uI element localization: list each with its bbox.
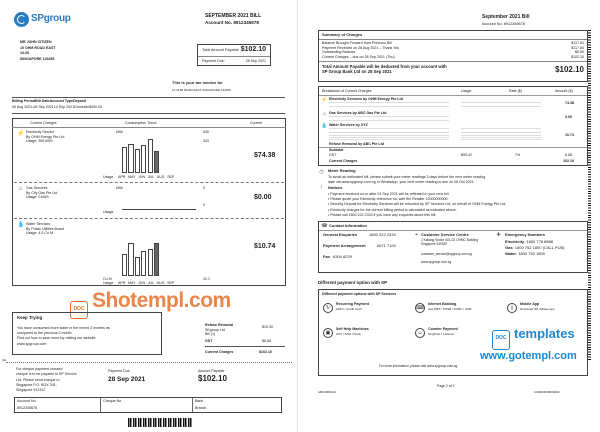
internet-banking-icon: ⌨ [416, 305, 424, 311]
tax-address: 10 OHM ROAD EAST SINGAPORE 123456 [172, 88, 231, 92]
summary-rows: Balance Brought Forward from Previous Bill $117.84 Payment Received on 28 Aug 2021 – Thank You $117.84 Outstanding Balance $0.00 Current Charges – due on 28 Sep 2021 (Thu) $102.10 [322, 41, 584, 59]
customer-address [20, 40, 56, 62]
footer-left: ABC0908120 [318, 390, 336, 394]
notices-list: • Payment received on or after 01 Sep 2021 will be reflected in your next bill. • Please quote your Electricity reference no. with the Retailer 12000000000. • Security Deposit for Electricity Services will be refunded by SP Services Ltd, on behalf of OHM Energy Pte Ltd. • Electricity charges for the current billing period is calculated as indicated above. • Please call 1800 222 2333 if you have any enquiries about this bill. [328, 192, 507, 217]
gst-label: GST [205, 339, 213, 343]
current-charges-header: Current Charges [30, 121, 57, 125]
trend-bar-sep [154, 243, 159, 276]
gas-unit: kWh [116, 186, 124, 190]
p2-gas-icon: ♨ [322, 111, 327, 117]
bill-page-2 [302, 0, 600, 432]
trend-bar-aug [148, 249, 153, 276]
doc-watermark-icon-2: DOC [492, 330, 510, 350]
trend-bar-aug [148, 139, 153, 173]
gas-top: 0 [203, 186, 205, 190]
trend-bar-apr [122, 147, 127, 173]
slip-amount: $102.10 [198, 374, 227, 383]
p2-bill-title: September 2021 Bill [482, 14, 530, 20]
refuse-sub: SEgroup Ltd [205, 328, 225, 332]
month-label: APR [118, 175, 126, 179]
refuse-value: $10.30 [262, 325, 273, 329]
options-title: Different payment option with SP [318, 280, 388, 285]
month-label: JUL [147, 281, 155, 285]
month-label: AUG [156, 175, 165, 179]
payment-options-box: Different payment options with SP Services ↻ Recurring Payment GIRO / Credit Card ⌨ Internet Banking Use DBS / POSB / OCBC / UOB ▯ Mobile App Download SP Utilities app ▣ Self Help Machines AXS / SAM / Kiosk ☺ Counter Payment SingPost / 7-Eleven For more information, please visit www.spgroup.com.sg [318, 289, 588, 376]
electricity-info: Electricity Service By OHM Energy Pte Ltd Usage: 359 kWh [26, 130, 65, 144]
water-unit: Cu M [103, 277, 112, 281]
centre-email[interactable]: customer_service@spgroup.com.sg [421, 252, 472, 256]
sp-group-logo [14, 12, 71, 27]
elec-current: 343 [203, 139, 209, 143]
gas-usage-label: Usage [103, 210, 114, 214]
gst-value: $6.68 [262, 339, 271, 343]
p2-current-amount: 102.10 [563, 159, 574, 163]
recurring-payment-icon: ↻ [323, 303, 333, 313]
period-headers: Billing Period Bill Date Account Type Deposit [12, 99, 87, 103]
month-label: MAY [127, 281, 136, 285]
month-label: SEP [167, 175, 175, 179]
elec-months [118, 175, 174, 180]
elec-amount: $74.38 [254, 152, 276, 159]
elec-unit: kWh [116, 130, 124, 134]
cheque-instructions: For cheque payment crossed cheque is to be payable to SP Service Ltd. Please send cheque to Singapore P.O. BOX 341, Singapore 912312 [16, 367, 77, 393]
counter-payment-icon: ☺ [415, 328, 425, 338]
water-current: 12.1 [203, 277, 210, 281]
bill-page-1 [0, 0, 298, 432]
trend-bar-jun [135, 257, 140, 276]
slip-barcode [128, 418, 192, 427]
p2-electricity-icon: ⚡ [321, 97, 328, 103]
month-label: APR [118, 281, 126, 285]
p2-water-icon: 💧 [321, 123, 328, 129]
payment-due-label: Payment Due: [202, 59, 225, 63]
contact-box: Contact Information ☎ General Enquiries 1800 222 2333 Payment Arrangement 6671 7100 Fax 6304 8229 ⌖ Customer Service Centre 2 Kallang Sector #01-02 OHMC Building Singapore 349329 customer_service@spgroup.com.sg www.spgroup.com.sg ✚ Emergency Numbers Electricity: 1800 778 8888 Gas: 1800 752 1800 (CALL PUB) Water: 1800 752 1800 [318, 221, 588, 273]
slip-table: Account No 8912345678 Cheque No Bank Branch [14, 397, 282, 413]
refuse-sub2: Bill (1) [205, 332, 216, 336]
p2-elec-amount: 74.38 [565, 101, 574, 105]
bill-title: SEPTEMBER 2021 BILL [205, 13, 262, 19]
templates-watermark: templates [514, 326, 575, 341]
p2-water-amount: 10.74 [565, 133, 574, 137]
month-label: MAY [127, 175, 136, 179]
summary-box: Summary of Charges Balance Brought Forward from Previous Bill $117.84 Payment Received on 28 Aug 2021 – Thank You $117.84 Outstanding Balance $0.00 Current Charges – due on 28 Sep 2021 (Thu) $102.10 Total Amount Payable will be deducted from your account with SP Group Bank Ltd on 28 Sep 2021 $102.10 [318, 30, 588, 82]
trend-bar-may [128, 243, 133, 276]
meter-text: To avoid an estimated bill, please submit your meter readings 3 days before the next meter reading date via www.spgroup.com.sg or WhatsApp, your next meter reading is due on 06 Oct 2021. [328, 175, 486, 184]
water-months [118, 281, 174, 286]
elec-usage-label: Usage [103, 175, 114, 179]
contact-icon: ☎ [321, 223, 328, 229]
gas-amount: $0.00 [254, 194, 272, 201]
current-charges-label: Current Charges [205, 350, 234, 354]
scissors-icon: ✂ [2, 358, 7, 364]
account-no-label: Account No. [205, 20, 233, 25]
elec-detail-lines [329, 102, 449, 109]
notice-icon: ! [320, 185, 323, 191]
customer-addr1: 10 OHM ROAD EAST [20, 45, 56, 50]
deduct-amount: $102.10 [555, 65, 584, 74]
refuse-title: Refuse Removal [205, 323, 233, 327]
total-payable-box [197, 44, 271, 66]
account-no: 8912345678 [233, 20, 259, 25]
options-footer: For more information, please visit www.spgroup.com.sg [379, 364, 458, 368]
notices-title: Notices [328, 185, 343, 190]
customer-name: MR JOHN CITIZEN [20, 40, 52, 44]
deduct-text: Total Amount Payable will be deducted from your account with SP Group Bank Ltd on 28 Sep 2021 [322, 64, 447, 75]
side-barcode [588, 30, 591, 360]
current-header: Current [250, 121, 262, 125]
trend-bar-jun [135, 149, 140, 173]
self-help-machine-icon: ▣ [323, 328, 333, 338]
footer-right: C00000000000000 [534, 390, 560, 394]
total-label: Total Amount Payable [202, 48, 239, 52]
slip-account-no: 8912345678 [17, 406, 37, 410]
breakdown-box: Breakdown of Current Charges Usage Rate ($) Amount ($) ⚡ Electricity Services by OHM Energy Pte Ltd 74.38 ♨ Gas Services by ABC Gas Pte Ltd 0.00 💧 Water Services by XYZ 10.74 Refuse Removal by ABC Pte Ltd Subtotal GST $95.42 7% 6.68 Current Charges 102.10 [318, 86, 588, 166]
current-charges-value: $102.10 [259, 350, 272, 354]
month-label: SEP [167, 281, 175, 285]
centre-web[interactable]: www.spgroup.com.sg [421, 260, 452, 264]
meter-icon: ◷ [319, 169, 324, 175]
mobile-app-icon: ▯ [507, 303, 517, 313]
slip-due: 28 Sep 2021 [108, 376, 146, 383]
tax-invoice-title: This is your tax invoice for [172, 80, 223, 85]
doc-watermark-icon: DOC [70, 301, 88, 319]
slip-amount-label: Amount Payable [198, 369, 225, 373]
month-label: AUG [156, 281, 165, 285]
gas-current: 0 [203, 203, 205, 207]
shotempl-watermark: Shotempl.com [92, 289, 231, 312]
payment-due: 28 Sep 2021 [245, 59, 266, 63]
elec-top: 540 [203, 130, 209, 134]
trend-bar-sep [154, 151, 159, 173]
customer-addr3: SINGAPORE 123456 [20, 56, 55, 61]
gas-info: Gas Services By City Gas Pte Ltd Usage: 0 kWh [26, 186, 58, 200]
keep-trying-box: Keep Trying You have consumed more water in the recent 2 months as compared to the previous 2 month. Find out how to save more by visiting our website www.spgroup.com [12, 312, 162, 355]
trend-bar-may [128, 144, 133, 173]
logo-text: SPgroup [31, 13, 71, 25]
gotempl-watermark: www.gotempl.com [480, 350, 577, 362]
month-label: JUN [138, 175, 146, 179]
month-label: JUN [138, 281, 146, 285]
customer-addr2: 10-00 [20, 51, 30, 56]
p2-account-no: Account No. 8912345678 [482, 22, 525, 26]
total-amount: $102.10 [240, 46, 266, 53]
meter-title: Meter Reading [328, 168, 356, 173]
consumption-trend-header: Consumption Trend [125, 121, 157, 125]
page-label: Page 2 of 2 [437, 384, 455, 388]
location-pin-icon: ⌖ [415, 232, 418, 238]
electricity-icon: ⚡ [17, 131, 25, 137]
water-amount: $10.74 [254, 243, 276, 250]
emergency-icon: ✚ [496, 232, 501, 238]
water-usage-label: Usage [103, 281, 114, 285]
water-trend-chart [122, 240, 159, 276]
trend-bar-jul [141, 145, 146, 173]
water-drop-icon: 💧 [17, 222, 25, 228]
p2-gas-amount: 0.00 [565, 115, 572, 119]
sp-logo-icon [14, 12, 29, 27]
gas-flame-icon: ♨ [17, 186, 24, 192]
slip-due-label: Payment Due [108, 369, 130, 373]
month-label: JUL [147, 175, 155, 179]
period-values: 06 Aug 2021-06 Sep 2021 14 Sep 2021 Domestic $250.00 [12, 105, 103, 109]
water-info: Water Services By Public Utilities Board Usage: 4.5 Cu M [26, 222, 65, 236]
trend-bar-jul [141, 251, 146, 276]
trend-bar-apr [122, 254, 127, 276]
electricity-trend-chart [122, 136, 159, 173]
